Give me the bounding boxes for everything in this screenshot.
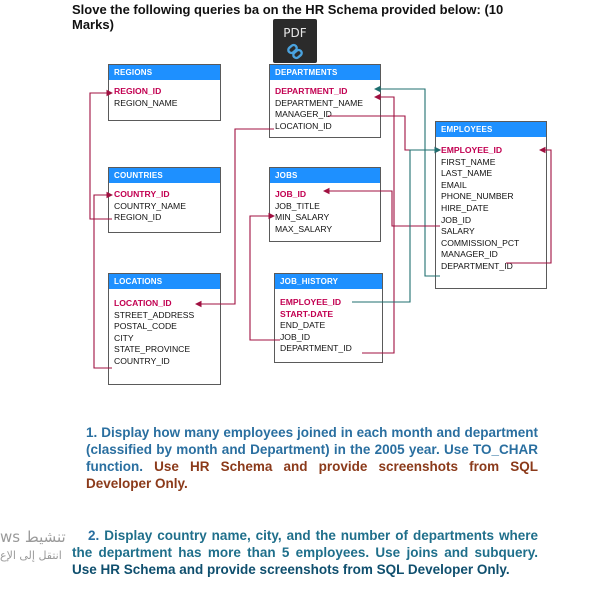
link-employee-job [324, 191, 440, 226]
assignment-heading: Slove the following queries ba on the HR Schema provided below: (10 Marks) [72, 2, 504, 32]
table-title: COUNTRIES [109, 168, 220, 183]
column-employee-id: EMPLOYEE_ID [280, 297, 342, 307]
column-job-title: JOB_TITLE [275, 200, 320, 211]
link-employee-department [375, 89, 440, 276]
column-region-id: REGION_ID [114, 86, 162, 96]
column-city: CITY [114, 332, 134, 343]
column-country-id: COUNTRY_ID [114, 355, 170, 366]
column-department-id: DEPARTMENT_ID [280, 343, 352, 354]
column-start-date: START-DATE [280, 308, 334, 319]
table-title: EMPLOYEES [436, 122, 546, 137]
link-jobhistory-job [250, 216, 280, 340]
column-region-name: REGION_NAME [114, 97, 178, 108]
column-first-name: FIRST_NAME [441, 156, 496, 167]
column-country-id: COUNTRY_ID [114, 189, 170, 199]
column-end-date: END_DATE [280, 320, 326, 331]
column-region-id: REGION_ID [114, 212, 162, 223]
question-2-instruction: Use HR Schema and provide screenshots from SQL Developer Only. [72, 562, 510, 577]
column-manager-id: MANAGER_ID [441, 249, 498, 260]
link-country-region [90, 93, 112, 219]
column-job-id: JOB_ID [275, 189, 307, 199]
table-title: JOB_HISTORY [275, 274, 382, 289]
table-title: LOCATIONS [109, 274, 220, 289]
column-location-id: LOCATION_ID [114, 298, 172, 308]
column-state-province: STATE_PROVINCE [114, 344, 191, 355]
question-1-number: 1. [86, 425, 98, 440]
pdf-label: PDF [283, 26, 307, 40]
column-postal-code: POSTAL_CODE [114, 321, 177, 332]
column-phone-number: PHONE_NUMBER [441, 191, 514, 202]
column-location-id: LOCATION_ID [275, 120, 332, 131]
column-manager-id: MANAGER_ID [275, 109, 332, 120]
link-employee-manager [506, 150, 551, 263]
link-jobhistory-department [362, 97, 394, 353]
column-job-id: JOB_ID [280, 331, 311, 342]
question-1-text: Display how many employees joined in each month and department (classified by month and Department) in the 2005 year. Use TO_CHAR function. [86, 425, 538, 474]
link-department-manager [328, 116, 440, 150]
column-department-name: DEPARTMENT_NAME [275, 97, 364, 108]
column-last-name: LAST_NAME [441, 168, 493, 179]
column-max-salary: MAX_SALARY [275, 223, 333, 234]
question-2 [72, 527, 538, 578]
activation-watermark-line2: انتقل إلى الإع [0, 549, 62, 562]
column-street-address: STREET_ADDRESS [114, 309, 195, 320]
column-salary: SALARY [441, 226, 475, 237]
table-title: DEPARTMENTS [270, 65, 380, 80]
question-2-number: 2. [88, 528, 100, 543]
question-1-instruction: Use HR Schema and provide screenshots from SQL Developer Only. [86, 459, 538, 491]
column-commission-pct: COMMISSION_PCT [441, 237, 520, 248]
question-2-text: Display country name, city, and the number of departments where the department has more than 5 employees. Use joins and subquery. [72, 528, 538, 560]
table-title: JOBS [270, 168, 380, 183]
question-1 [86, 424, 538, 492]
column-email: EMAIL [441, 179, 467, 190]
column-employee-id: EMPLOYEE_ID [441, 145, 503, 155]
column-department-id: DEPARTMENT_ID [441, 260, 513, 271]
activation-watermark-line1: ws تنشيط [0, 528, 66, 546]
column-job-id: JOB_ID [441, 214, 472, 225]
table-title: REGIONS [109, 65, 220, 80]
link-location-country [94, 195, 112, 368]
column-hire-date: HIRE_DATE [441, 202, 489, 213]
column-country-name: COUNTRY_NAME [114, 200, 186, 211]
column-department-id: DEPARTMENT_ID [275, 86, 348, 96]
column-min-salary: MIN_SALARY [275, 212, 330, 223]
